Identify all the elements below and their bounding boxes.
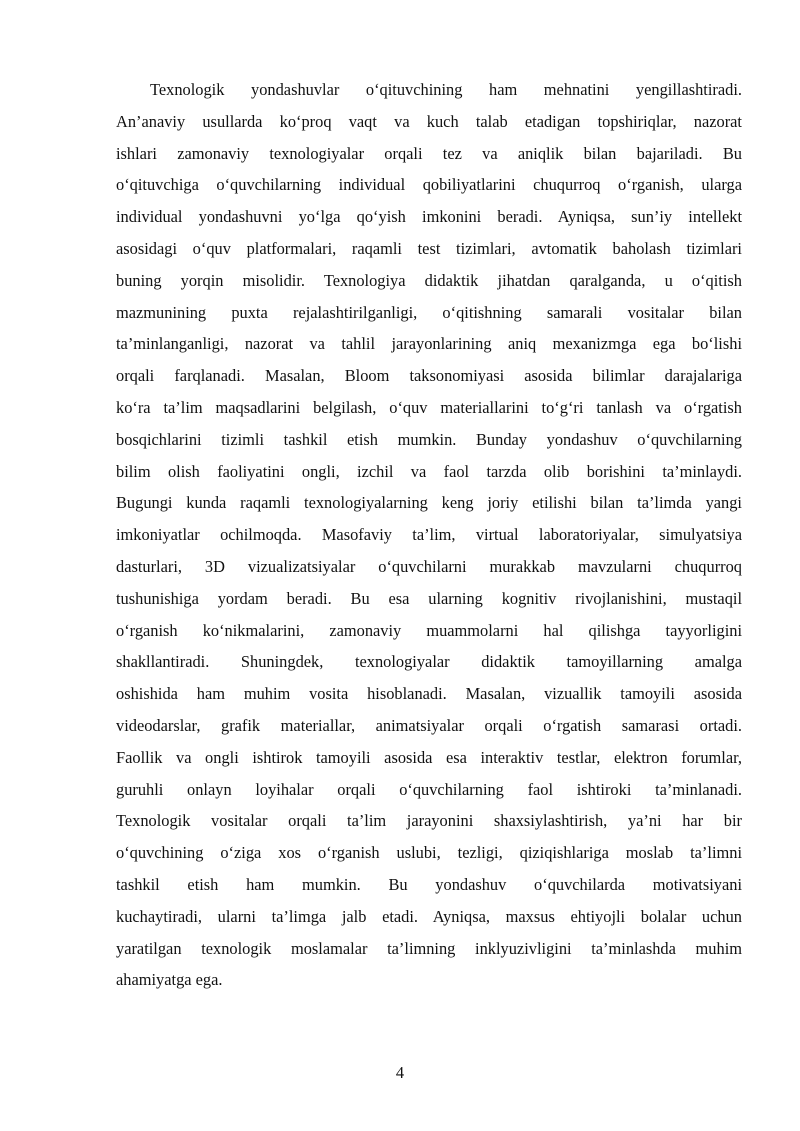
paragraph-line: individual yondashuvni yo‘lga qo‘yish imkonini beradi. Ayniqsa, sun’iy intellekt [116, 207, 742, 227]
paragraph-line: bosqichlarini tizimli tashkil etish mumkin. Bunday yondashuv o‘quvchilarning [116, 429, 742, 449]
paragraph-line: tashkil etish ham mumkin. Bu yondashuv o‘quvchilarda motivatsiyani [116, 874, 742, 894]
paragraph-line: ishlari zamonaviy texnologiyalar orqali tez va aniqlik bilan bajariladi. Bu [116, 143, 742, 163]
body-paragraph [116, 74, 742, 996]
paragraph-line: oshishida ham muhim vosita hisoblanadi. Masalan, vizuallik tamoyili asosida [116, 684, 742, 704]
paragraph-line: mazmunining puxta rejalashtirilganligi, o‘qitishning samarali vositalar bilan [116, 302, 742, 322]
paragraph-line: Texnologik yondashuvlar o‘qituvchining ham mehnatini yengillashtiradi. [150, 80, 742, 99]
paragraph-line: videodarslar, grafik materiallar, animatsiyalar orqali o‘rgatish samarasi ortadi. [116, 715, 742, 735]
paragraph-line: yaratilgan texnologik moslamalar ta’limning inklyuzivligini ta’minlashda muhim [116, 938, 742, 958]
paragraph-line: guruhli onlayn loyihalar orqali o‘quvchilarning faol ishtiroki ta’minlanadi. [116, 779, 742, 799]
paragraph-line: orqali farqlanadi. Masalan, Bloom taksonomiyasi asosida bilimlar darajalariga [116, 366, 742, 386]
paragraph-line: buning yorqin misolidir. Texnologiya didaktik jihatdan qaralganda, u o‘qitish [116, 270, 742, 290]
paragraph-line: shakllantiradi. Shuningdek, texnologiyalar didaktik tamoyillarning amalga [116, 652, 742, 672]
paragraph-line: Bugungi kunda raqamli texnologiyalarning keng joriy etilishi bilan ta’limda yangi [116, 493, 742, 513]
paragraph-line: o‘rganish ko‘nikmalarini, zamonaviy muammolarni hal qilishga tayyorligini [116, 620, 742, 640]
page-number: 4 [395, 1063, 405, 1082]
paragraph-line: An’anaviy usullarda ko‘proq vaqt va kuch talab etadigan topshiriqlar, nazorat [116, 111, 742, 131]
paragraph-line: Texnologik vositalar orqali ta’lim jarayonini shaxsiylashtirish, ya’ni har bir [116, 811, 742, 831]
paragraph-line: ahamiyatga ega. [116, 970, 223, 990]
paragraph-line: ko‘ra ta’lim maqsadlarini belgilash, o‘quv materiallarini to‘g‘ri tanlash va o‘rgatish [116, 397, 742, 417]
paragraph-line: o‘qituvchiga o‘quvchilarning individual qobiliyatlarini chuqurroq o‘rganish, ularga [116, 175, 742, 195]
paragraph-line: tushunishiga yordam beradi. Bu esa ularning kognitiv rivojlanishini, mustaqil [116, 588, 742, 608]
paragraph-line: dasturlari, 3D vizualizatsiyalar o‘quvchilarni murakkab mavzularni chuqurroq [116, 556, 742, 576]
paragraph-line: imkoniyatlar ochilmoqda. Masofaviy ta’lim, virtual laboratoriyalar, simulyatsiya [116, 525, 742, 545]
paragraph-line: o‘quvchining o‘ziga xos o‘rganish uslubi, tezligi, qiziqishlariga moslab ta’limni [116, 843, 742, 863]
paragraph-line: ta’minlanganligi, nazorat va tahlil jarayonlarining aniq mexanizmga ega bo‘lishi [116, 334, 742, 354]
paragraph-line: Faollik va ongli ishtirok tamoyili asosida esa interaktiv testlar, elektron forumlar, [116, 747, 742, 767]
paragraph-line: bilim olish faoliyatini ongli, izchil va faol tarzda olib borishini ta’minlaydi. [116, 461, 742, 481]
paragraph-line: kuchaytiradi, ularni ta’limga jalb etadi. Ayniqsa, maxsus ehtiyojli bolalar uchun [116, 906, 742, 926]
paragraph-line: asosidagi o‘quv platformalari, raqamli test tizimlari, avtomatik baholash tizimlari [116, 238, 742, 258]
